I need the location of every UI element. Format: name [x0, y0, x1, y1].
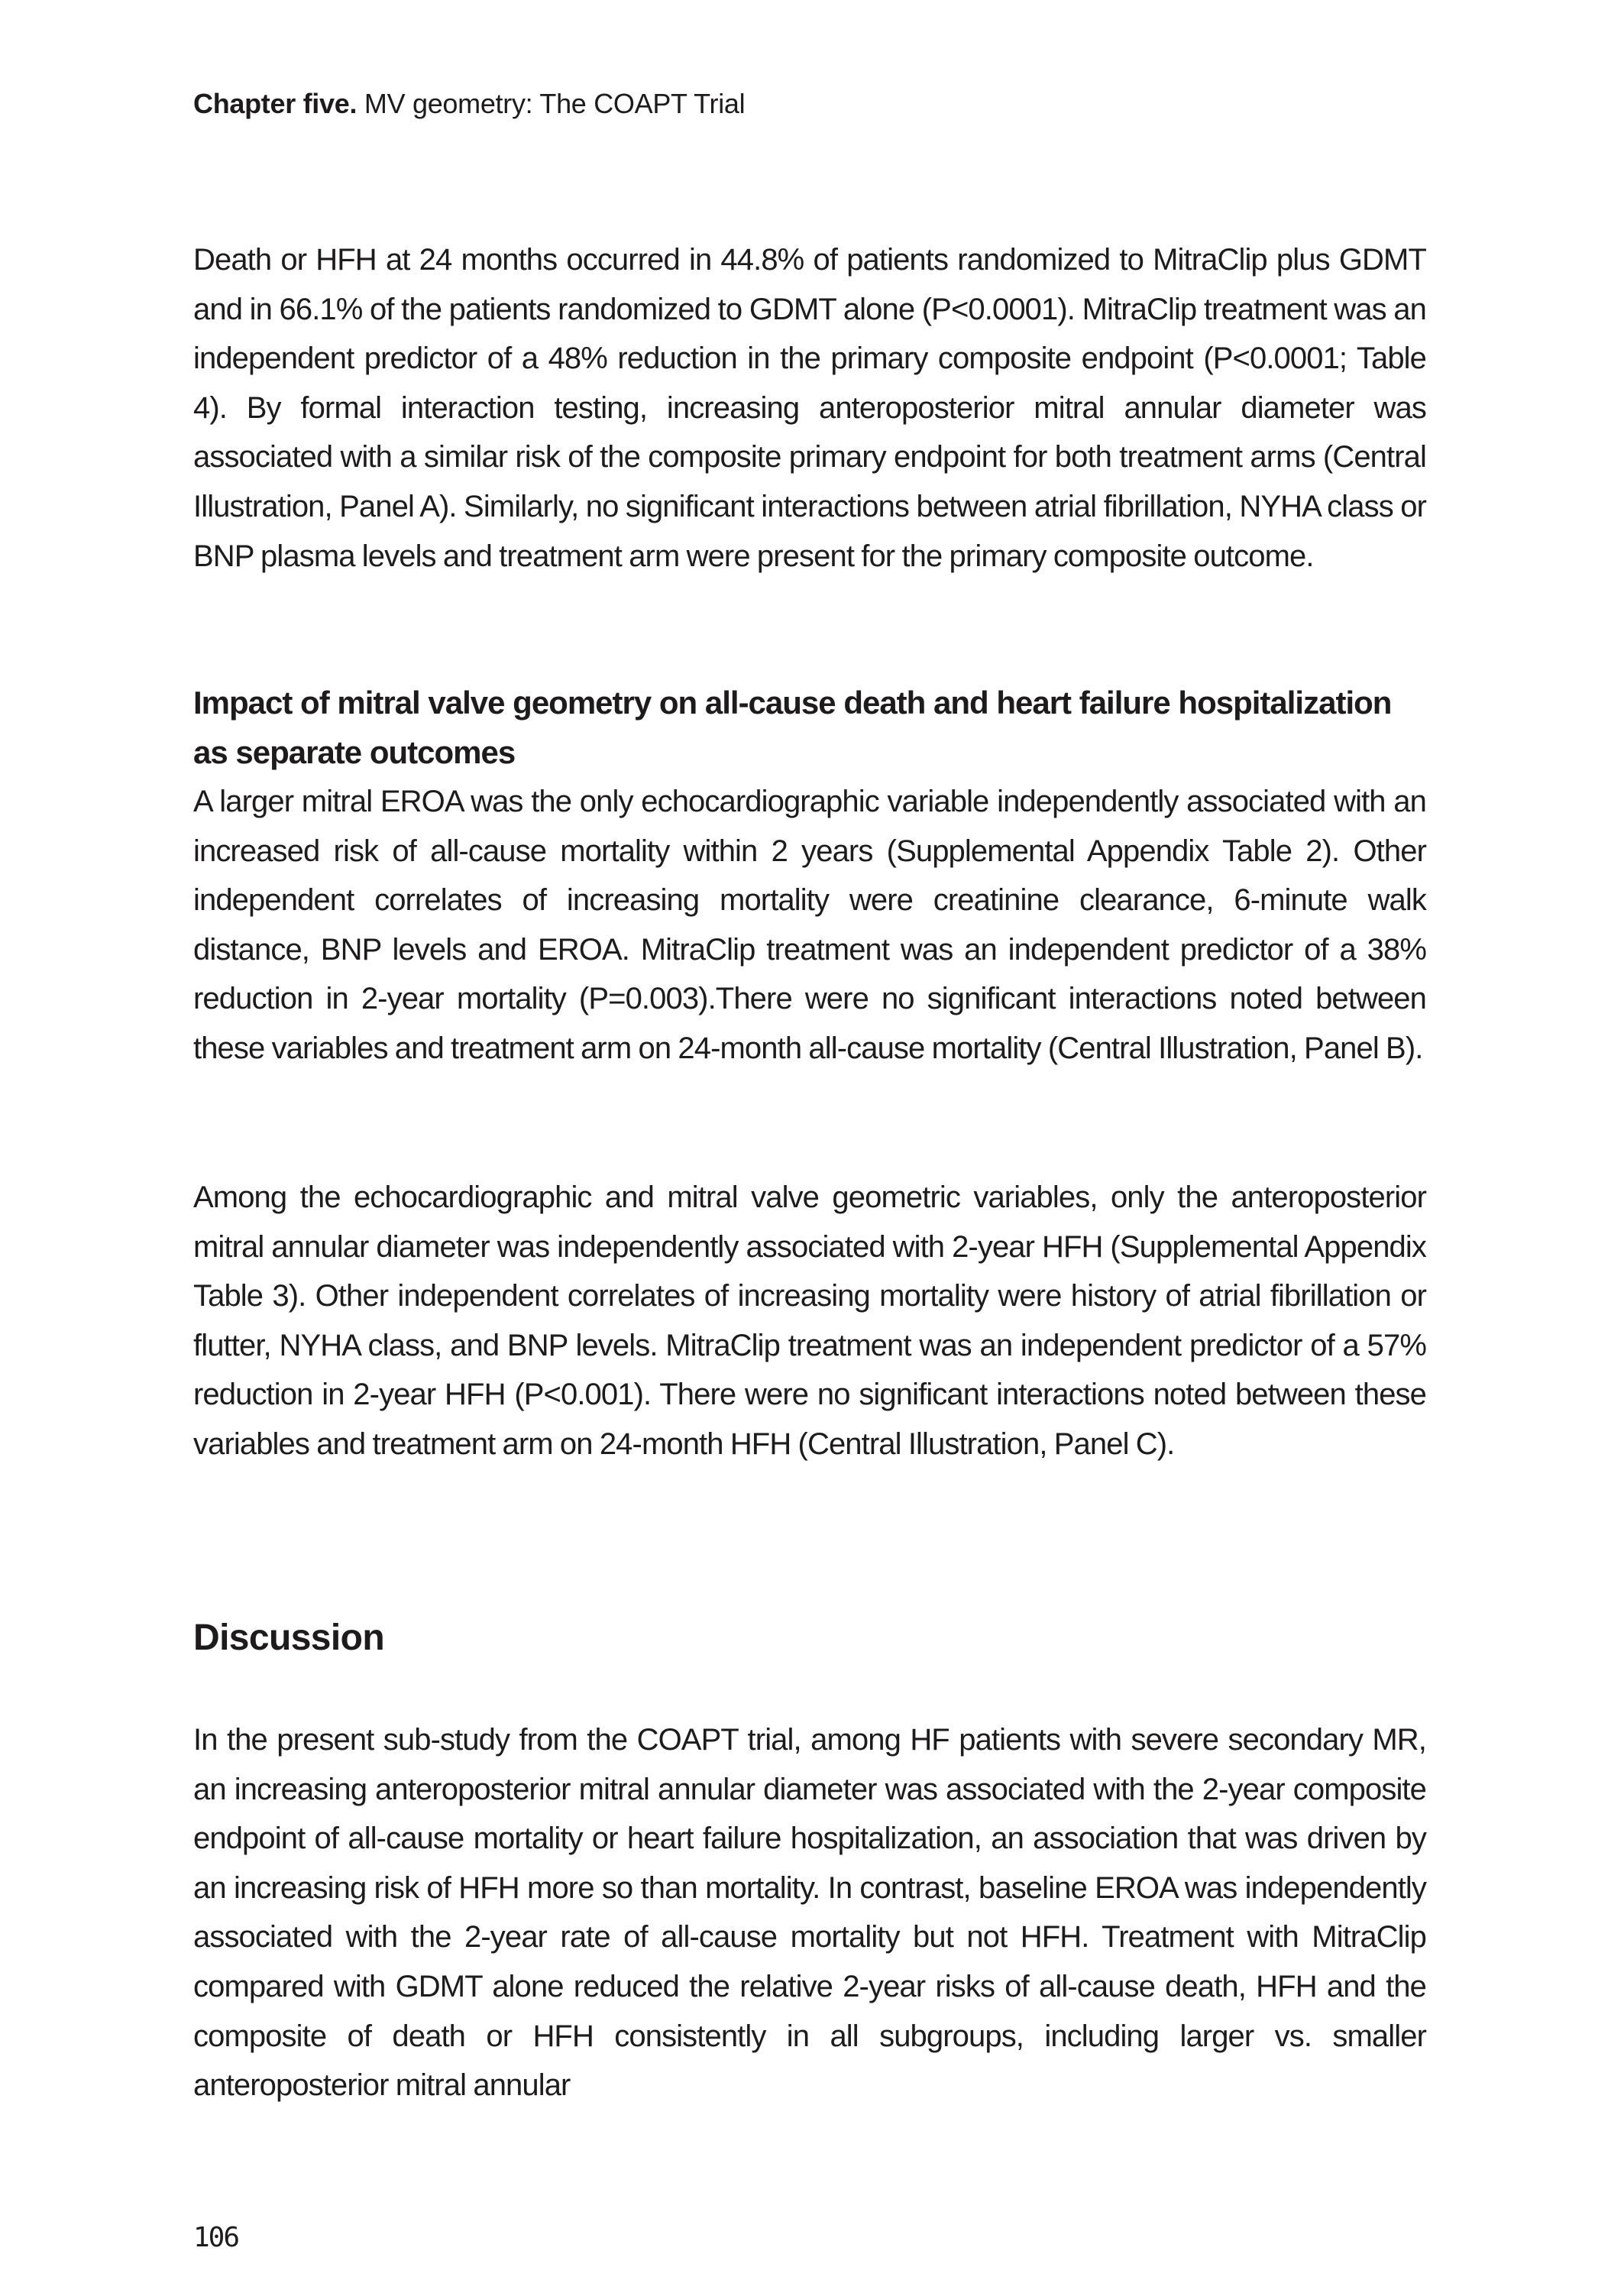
chapter-title: MV geometry: The COAPT Trial [364, 88, 746, 119]
paragraph-mortality: A larger mitral EROA was the only echocardiographic variable independently associated with an increased risk of all-cause mortality within 2 years (Supplemental Appendix Table 2). Other independent correlates of increasing mortality were creatinine clearance, 6-minute walk distance, BNP levels and EROA. MitraClip treatment was an independent predictor of a 38% reduction in 2-year mortality (P=0.003).There were no significant interactions noted between these variables and treatment arm on 24-month all-cause mortality (Central Illustration, Panel B). [193, 785, 1426, 1065]
section-heading-discussion: Discussion [193, 1618, 385, 1658]
running-header [193, 86, 745, 122]
paragraph-composite-results: Death or HFH at 24 months occurred in 44.8% of patients randomized to MitraClip plus GDMT and in 66.1% of the patients randomized to GDMT alone (P<0.0001). MitraClip treatment was an independent predictor of a 48% reduction in the primary composite endpoint (P<0.0001; Table 4). By formal interaction testing, increasing anteroposterior mitral annular diameter was associated with a similar risk of the composite primary endpoint for both treatment arms (Central Illustration, Panel A). Similarly, no significant interactions between atrial fibrillation, NYHA class or BNP plasma levels and treatment arm were present for the primary composite outcome. [193, 243, 1426, 573]
page-number: 106 [193, 2222, 239, 2253]
subsection-heading: Impact of mitral valve geometry on all-cause death and heart failure hospitalization as separate outcomes [193, 685, 1392, 770]
paragraph-discussion: In the present sub-study from the COAPT trial, among HF patients with severe secondary MR, an increasing anteroposterior mitral annular diameter was associated with the 2-year composite endpoint of all-cause mortality or heart failure hospitalization, an association that was driven by an increasing risk of HFH more so than mortality. In contrast, baseline EROA was independently associated with the 2-year rate of all-cause mortality but not HFH. Treatment with MitraClip compared with GDMT alone reduced the relative 2-year risks of all-cause death, HFH and the composite of death or HFH consistently in all subgroups, including larger vs. smaller anteroposterior mitral annular [193, 1723, 1426, 2103]
chapter-label: Chapter five. [193, 88, 357, 119]
paragraph-hfh: Among the echocardiographic and mitral valve geometric variables, only the anteroposterior mitral annular diameter was independently associated with 2-year HFH (Supplemental Appendix Table 3). Other independent correlates of increasing mortality were history of atrial fibrillation or flutter, NYHA class, and BNP levels. MitraClip treatment was an independent predictor of a 57% reduction in 2-year HFH (P<0.001). There were no significant interactions noted between these variables and treatment arm on 24-month HFH (Central Illustration, Panel C). [193, 1181, 1426, 1461]
